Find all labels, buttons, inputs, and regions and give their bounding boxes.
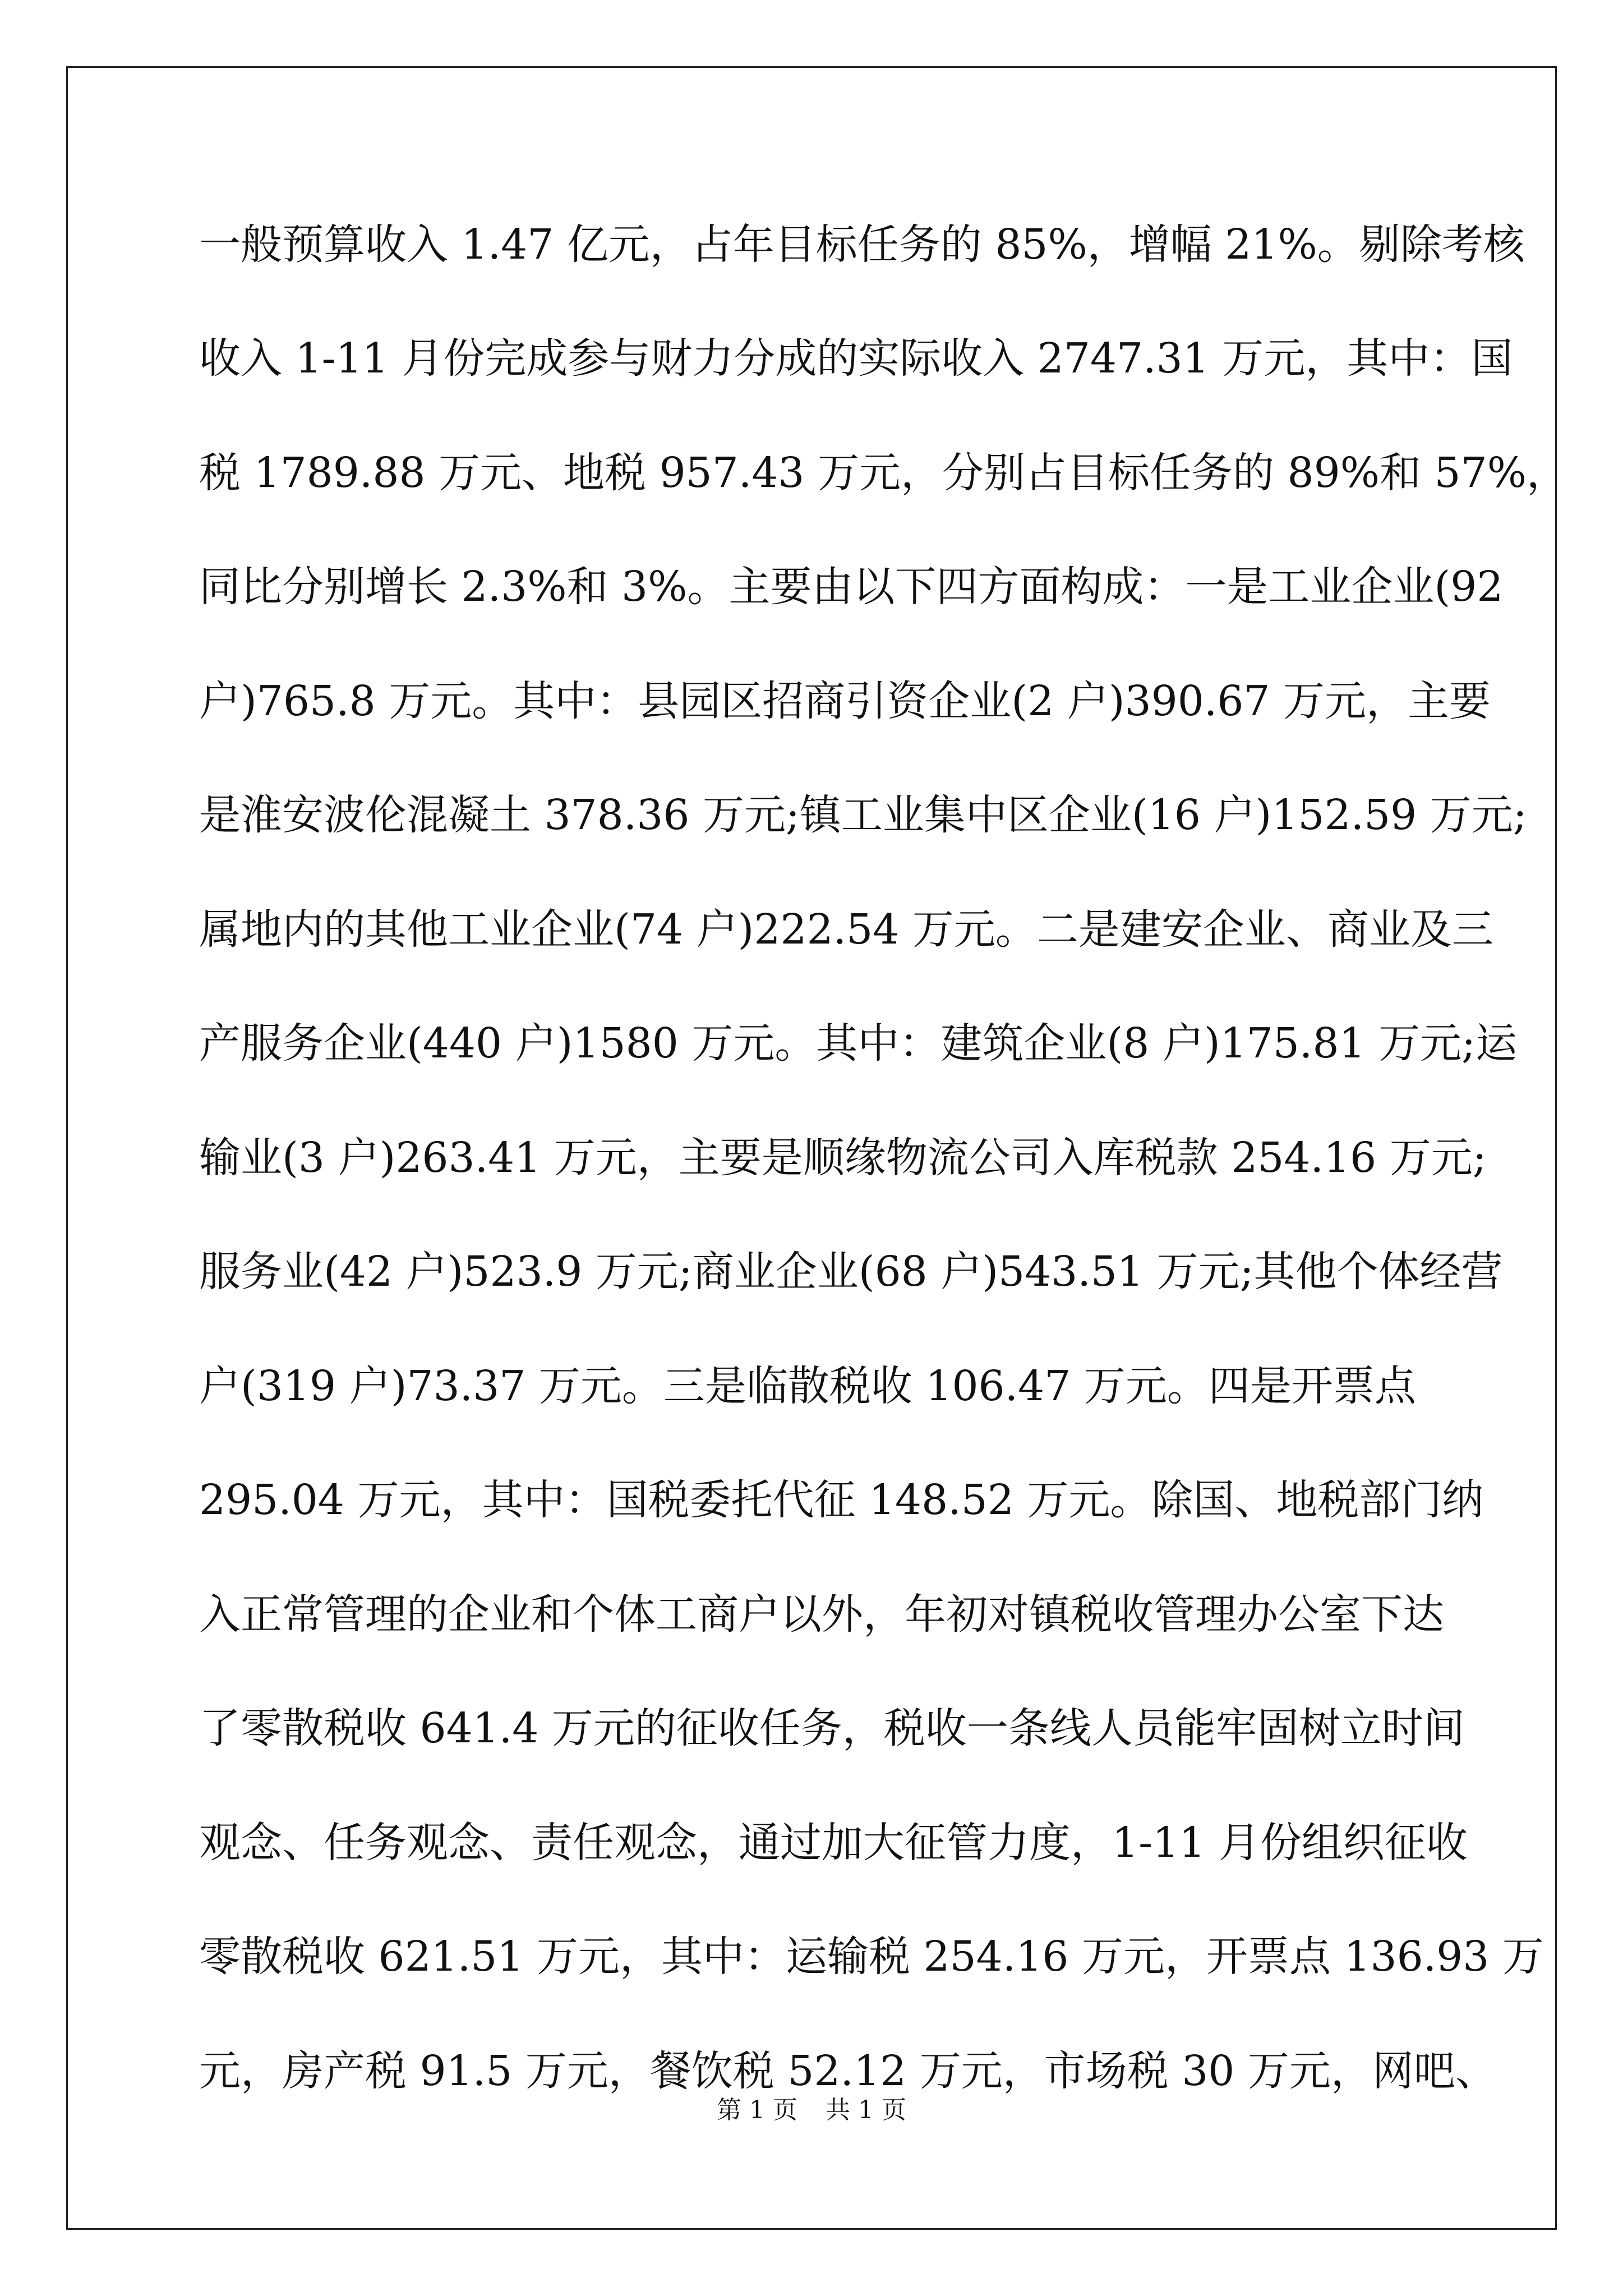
text-line: 户(319 户)73.37 万元。三是临散税收 106.47 万元。四是开票点 — [199, 1362, 1416, 1410]
text-line: 295.04 万元，其中：国税委托代征 148.52 万元。除国、地税部门纳 — [199, 1476, 1484, 1524]
text-line: 了零散税收 641.4 万元的征收任务，税收一条线人员能牢固树立时间 — [199, 1704, 1465, 1752]
text-line: 产服务企业(440 户)1580 万元。其中：建筑企业(8 户)175.81 万元;运 — [199, 1019, 1518, 1068]
text-line: 元，房产税 91.5 万元，餐饮税 52.12 万元，市场税 30 万元，网吧、 — [199, 2047, 1497, 2095]
text-line: 属地内的其他工业企业(74 户)222.54 万元。二是建安企业、商业及三 — [199, 905, 1493, 954]
text-line: 一般预算收入 1.47 亿元，占年目标任务的 85%，增幅 21%。剔除考核 — [199, 220, 1525, 269]
text-line: 观念、任务观念、责任观念，通过加大征管力度，1-11 月份组织征收 — [199, 1819, 1468, 1867]
page-total: 共 1 页 — [826, 2096, 906, 2124]
text-line: 户)765.8 万元。其中：县园区招商引资企业(2 户)390.67 万元，主要 — [199, 677, 1491, 725]
text-line: 同比分别增长 2.3%和 3%。主要由以下四方面构成：一是工业企业(92 — [199, 563, 1504, 611]
page-number: 第 1 页 — [717, 2096, 797, 2124]
text-line: 收入 1-11 月份完成参与财力分成的实际收入 2747.31 万元，其中：国 — [199, 334, 1513, 383]
text-line: 是淮安波伦混凝土 378.36 万元;镇工业集中区企业(16 户)152.59 万元; — [199, 791, 1527, 839]
text-line: 零散税收 621.51 万元，其中：运输税 254.16 万元，开票点 136.93 万 — [199, 1932, 1544, 1981]
text-line: 输业(3 户)263.41 万元，主要是顺缘物流公司入库税款 254.16 万元; — [199, 1134, 1487, 1182]
text-line: 入正常管理的企业和个体工商户以外，年初对镇税收管理办公室下达 — [199, 1590, 1444, 1639]
text-line: 服务业(42 户)523.9 万元;商业企业(68 户)543.51 万元;其他个体经营 — [199, 1248, 1503, 1296]
text-line: 税 1789.88 万元、地税 957.43 万元，分别占目标任务的 89%和 57%， — [199, 449, 1569, 497]
page-footer — [0, 2093, 1623, 2127]
